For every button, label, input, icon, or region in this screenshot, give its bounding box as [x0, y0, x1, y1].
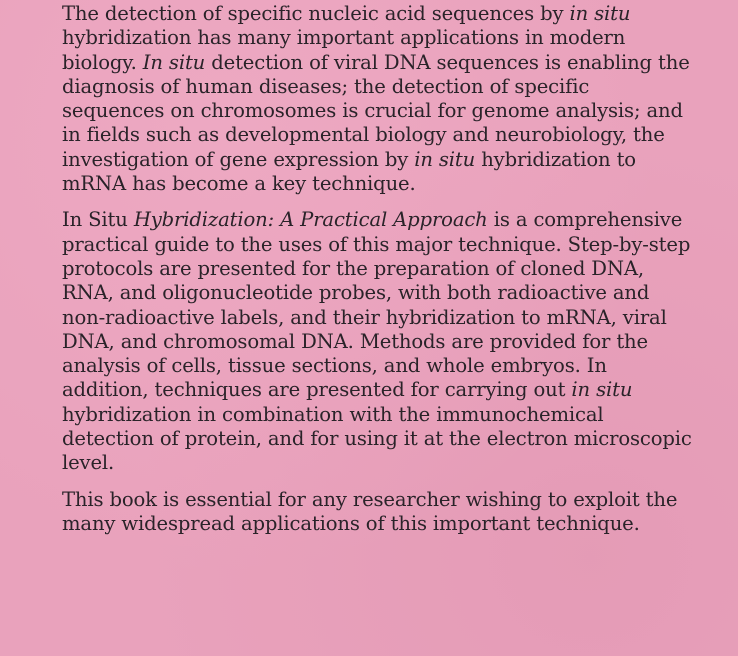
text-run: non-radioactive labels, and their hybridization to mRNA, viral	[62, 305, 667, 329]
text-run: This book is essential for any researcher wishing to exploit the	[62, 487, 678, 511]
text-run: diagnosis of human diseases; the detection of specific	[62, 74, 590, 98]
text-run: many widespread applications of this important technique.	[62, 511, 640, 535]
text-line	[62, 451, 738, 475]
text-line	[62, 257, 738, 281]
text-line	[62, 233, 738, 257]
italic-text-run: Hybridization: A Practical Approach	[133, 208, 488, 232]
text-run: hybridization has many important applications in modern	[62, 26, 626, 50]
text-run: investigation of gene expression by	[62, 147, 415, 171]
text-line	[62, 99, 738, 123]
text-line	[62, 75, 738, 99]
text-line	[62, 354, 738, 378]
text-line	[62, 378, 738, 402]
text-line	[62, 427, 738, 451]
text-line	[62, 51, 738, 75]
text-run: addition, techniques are presented for carrying out	[62, 378, 572, 402]
text-line	[62, 306, 738, 330]
paragraph	[62, 2, 738, 196]
text-run: sequences on chromosomes is crucial for genome analysis; and	[62, 99, 683, 123]
text-run: in fields such as developmental biology and neurobiology, the	[62, 123, 665, 147]
text-line	[62, 123, 738, 147]
text-line	[62, 208, 738, 232]
text-run: hybridization to	[475, 147, 636, 171]
blurb-text	[62, 2, 738, 548]
paragraph	[62, 488, 738, 537]
text-line	[62, 403, 738, 427]
text-run: RNA, and oligonucleotide probes, with both radioactive and	[62, 281, 650, 305]
text-line	[62, 512, 738, 536]
text-run: is a comprehensive	[487, 208, 683, 232]
text-line	[62, 26, 738, 50]
text-run: biology.	[62, 50, 143, 74]
italic-text-run: in situ	[414, 147, 476, 171]
text-run: level.	[62, 451, 115, 475]
text-line	[62, 330, 738, 354]
text-run: detection of viral DNA sequences is enabling the	[205, 50, 690, 74]
text-line	[62, 148, 738, 172]
italic-text-run: In situ	[142, 50, 206, 74]
text-run: detection of protein, and for using it at the electron microscopic	[62, 427, 692, 451]
text-line	[62, 172, 738, 196]
text-run: mRNA has become a key technique.	[62, 172, 416, 196]
paragraph	[62, 208, 738, 475]
text-line	[62, 281, 738, 305]
italic-text-run: in situ	[569, 2, 631, 25]
text-line	[62, 488, 738, 512]
text-run: protocols are presented for the preparation of cloned DNA,	[62, 256, 644, 280]
text-run: The detection of specific nucleic acid sequences by	[62, 2, 570, 25]
text-run: practical guide to the uses of this major technique. Step-by-step	[62, 232, 691, 256]
text-run: analysis of cells, tissue sections, and whole embryos. In	[62, 354, 607, 378]
text-line	[62, 2, 738, 26]
text-run: hybridization in combination with the immunochemical	[62, 402, 604, 426]
italic-text-run: in situ	[571, 378, 633, 402]
text-run: DNA, and chromosomal DNA. Methods are provided for the	[62, 329, 648, 353]
text-run: In Situ	[62, 208, 134, 232]
